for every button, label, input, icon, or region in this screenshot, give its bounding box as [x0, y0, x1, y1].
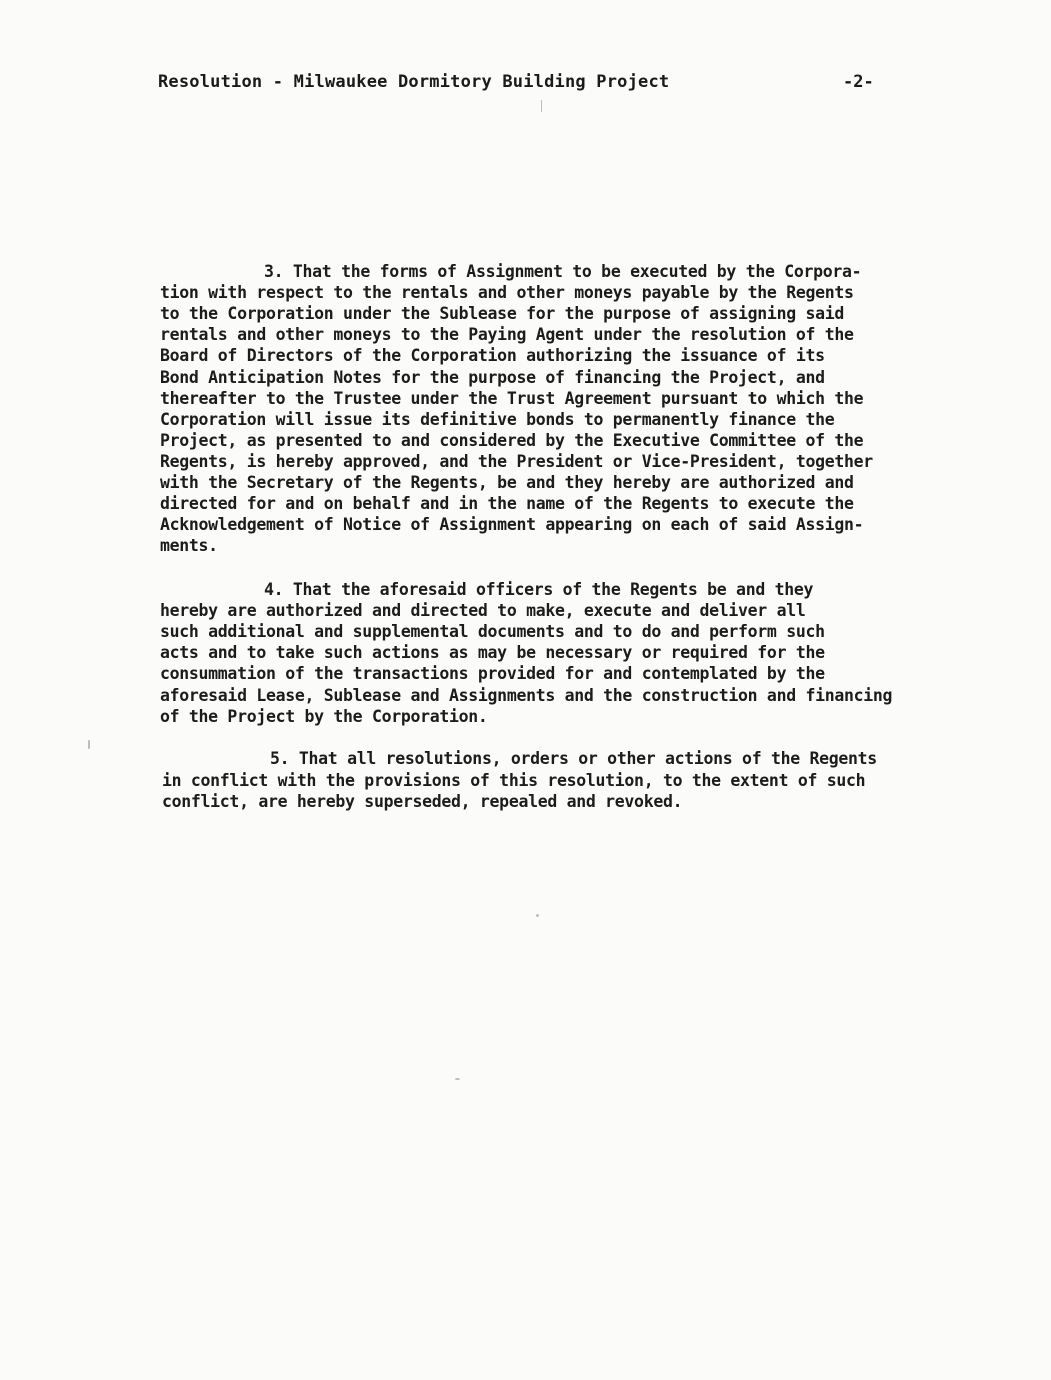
- paragraph-4-line: hereby are authorized and directed to make, execute and deliver all: [160, 601, 806, 621]
- page-header-title: Resolution - Milwaukee Dormitory Building Project: [158, 72, 670, 92]
- scan-speck: [455, 1078, 460, 1080]
- paragraph-3-line: directed for and on behalf and in the name of the Regents to execute the: [160, 494, 854, 514]
- paragraph-3-line: with the Secretary of the Regents, be and they hereby are authorized and: [160, 473, 854, 492]
- paragraph-3-line: Regents, is hereby approved, and the President or Vice-President, together: [160, 451, 873, 471]
- scan-speck: [541, 100, 542, 112]
- paragraph-3-line: rentals and other moneys to the Paying Agent under the resolution of the: [160, 325, 854, 345]
- page-number: -2-: [843, 72, 874, 92]
- scan-speck: [88, 740, 90, 749]
- paragraph-4-line: aforesaid Lease, Sublease and Assignments and the construction and financing: [160, 685, 893, 705]
- paragraph-3-line: Acknowledgement of Notice of Assignment appearing on each of said Assign-: [160, 515, 864, 535]
- paragraph-3-line: 3. That the forms of Assignment to be executed by the Corpora-: [264, 262, 862, 281]
- paragraph-4-line: consummation of the transactions provided for and contemplated by the: [160, 664, 825, 684]
- scan-speck: [536, 914, 539, 917]
- paragraph-3-line: Bond Anticipation Notes for the purpose of financing the Project, and: [160, 367, 825, 387]
- paragraph-3-line: thereafter to the Trustee under the Trust Agreement pursuant to which the: [160, 388, 864, 408]
- paragraph-3-line: Corporation will issue its definitive bonds to permanently finance the: [160, 409, 835, 429]
- paragraph-3-line: Board of Directors of the Corporation authorizing the issuance of its: [160, 346, 825, 366]
- paragraph-3-line: tion with respect to the rentals and other moneys payable by the Regents: [160, 283, 854, 303]
- paragraph-5-line: in conflict with the provisions of this resolution, to the extent of such: [162, 770, 866, 790]
- paragraph-4-line: such additional and supplemental documents and to do and perform such: [160, 622, 825, 642]
- paragraph-5-line: conflict, are hereby superseded, repealed and revoked.: [162, 792, 683, 812]
- paragraph-4-line: 4. That the aforesaid officers of the Regents be and they: [264, 580, 814, 599]
- paragraph-3-line: Project, as presented to and considered by the Executive Committee of the: [160, 430, 864, 450]
- paragraph-4-line: acts and to take such actions as may be necessary or required for the: [160, 643, 825, 663]
- paragraph-4-line: of the Project by the Corporation.: [160, 706, 488, 726]
- paragraph-3-line: to the Corporation under the Sublease for the purpose of assigning said: [160, 304, 845, 324]
- paragraph-5-line: 5. That all resolutions, orders or other actions of the Regents: [270, 749, 877, 768]
- paragraph-3-line: ments.: [160, 536, 218, 556]
